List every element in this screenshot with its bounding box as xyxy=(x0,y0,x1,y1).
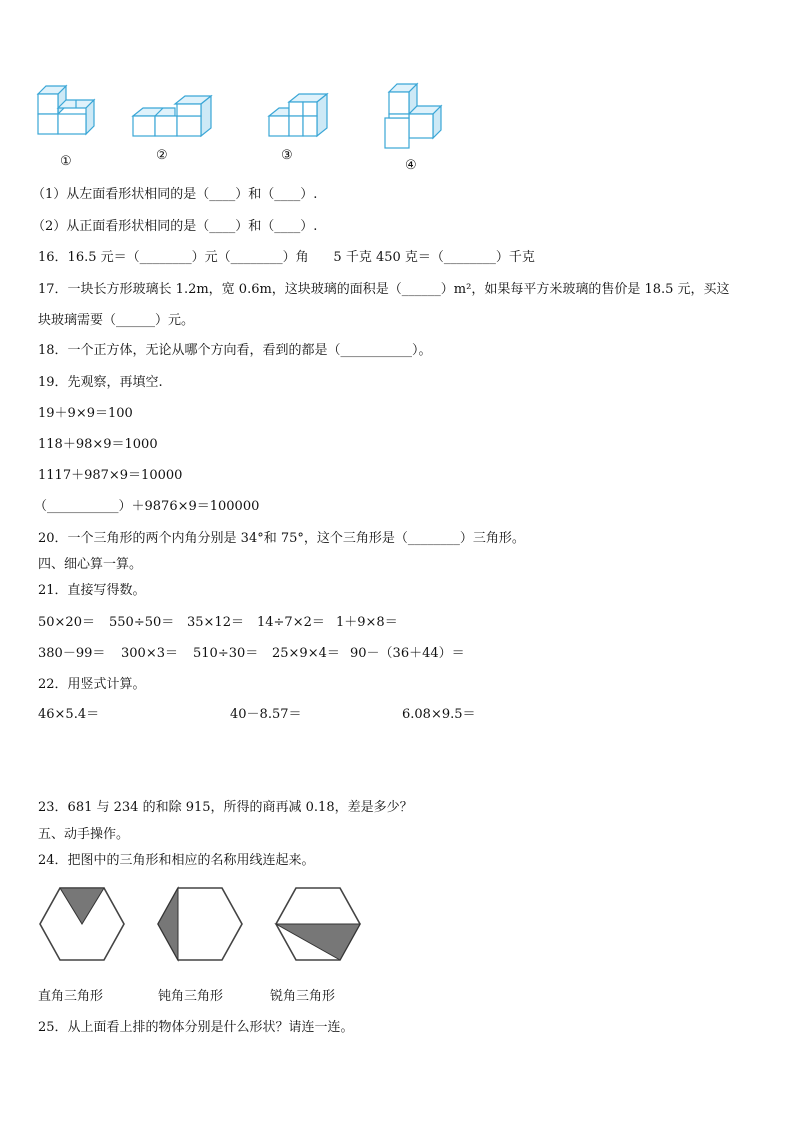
hexagon-figure-3 xyxy=(274,884,362,964)
question-21-title: 21．直接写得数。 xyxy=(38,583,146,598)
q21-r1-c2: 550÷50＝ xyxy=(109,615,175,630)
figure-2-label: ② xyxy=(156,148,168,163)
q21-r1-c1: 50×20＝ xyxy=(38,615,95,630)
q21-r2-c4: 25×9×4＝ xyxy=(272,646,340,661)
triangle-name-obtuse: 钝角三角形 xyxy=(158,989,224,1004)
question-17-line1: 17．一块长方形玻璃长 1.2m，宽 0.6m，这块玻璃的面积是（______）m²，如果每平方米玻璃的售价是 18.5 元，买这 xyxy=(38,282,730,297)
q15-sub2: （2）从正面看形状相同的是（____）和（____）. xyxy=(32,219,318,234)
figure-1-label: ① xyxy=(60,154,72,169)
cube-figure-1 xyxy=(36,84,106,146)
question-19-title: 19．先观察，再填空. xyxy=(38,375,163,390)
q19-row-4: （___________）＋9876×9＝100000 xyxy=(34,499,260,514)
q19-row-3: 1117＋987×9＝10000 xyxy=(38,468,183,483)
triangle-name-acute: 锐角三角形 xyxy=(270,989,336,1004)
hexagon-figure-1 xyxy=(38,884,126,964)
question-17-line2: 块玻璃需要（______）元。 xyxy=(38,313,195,328)
cube-figure-4 xyxy=(381,82,447,154)
q21-r2-c3: 510÷30＝ xyxy=(193,646,259,661)
cube-figure-2 xyxy=(131,94,217,140)
q21-r2-c2: 300×3＝ xyxy=(121,646,178,661)
figure-3-label: ③ xyxy=(281,148,293,163)
q21-r1-c3: 35×12＝ xyxy=(187,615,244,630)
question-23: 23．681 与 234 的和除 915，所得的商再减 0.18，差是多少？ xyxy=(38,800,413,815)
q19-row-1: 19＋9×9＝100 xyxy=(38,406,133,421)
q22-item-3: 6.08×9.5＝ xyxy=(402,707,476,722)
q22-item-1: 46×5.4＝ xyxy=(38,707,100,722)
q19-row-2: 118＋98×9＝1000 xyxy=(38,437,158,452)
question-24-title: 24．把图中的三角形和相应的名称用线连起来。 xyxy=(38,853,315,868)
q22-item-2: 40－8.57＝ xyxy=(230,707,302,722)
q21-r2-c5: 90－（36＋44）＝ xyxy=(350,646,465,661)
section-5-heading: 五、动手操作。 xyxy=(38,827,130,842)
q21-r1-c4: 14÷7×2＝ xyxy=(257,615,325,630)
figure-4-label: ④ xyxy=(405,158,417,173)
question-18: 18．一个正方体，无论从哪个方向看，看到的都是（___________）。 xyxy=(38,343,432,358)
section-4-heading: 四、细心算一算。 xyxy=(38,557,143,572)
cube-figure-3 xyxy=(267,92,333,140)
question-16: 16．16.5 元＝（________）元（________）角 5 千克 450 克＝（________）千克 xyxy=(38,250,535,265)
hexagon-figure-2 xyxy=(156,884,244,964)
triangle-name-right: 直角三角形 xyxy=(38,989,104,1004)
q15-sub1: （1）从左面看形状相同的是（____）和（____）. xyxy=(32,187,318,202)
question-25: 25．从上面看上排的物体分别是什么形状？请连一连。 xyxy=(38,1020,354,1035)
question-22-title: 22．用竖式计算。 xyxy=(38,677,146,692)
question-20: 20．一个三角形的两个内角分别是 34°和 75°，这个三角形是（________）三角形。 xyxy=(38,531,525,546)
q21-r1-c5: 1＋9×8＝ xyxy=(336,615,398,630)
q21-r2-c1: 380－99＝ xyxy=(38,646,106,661)
